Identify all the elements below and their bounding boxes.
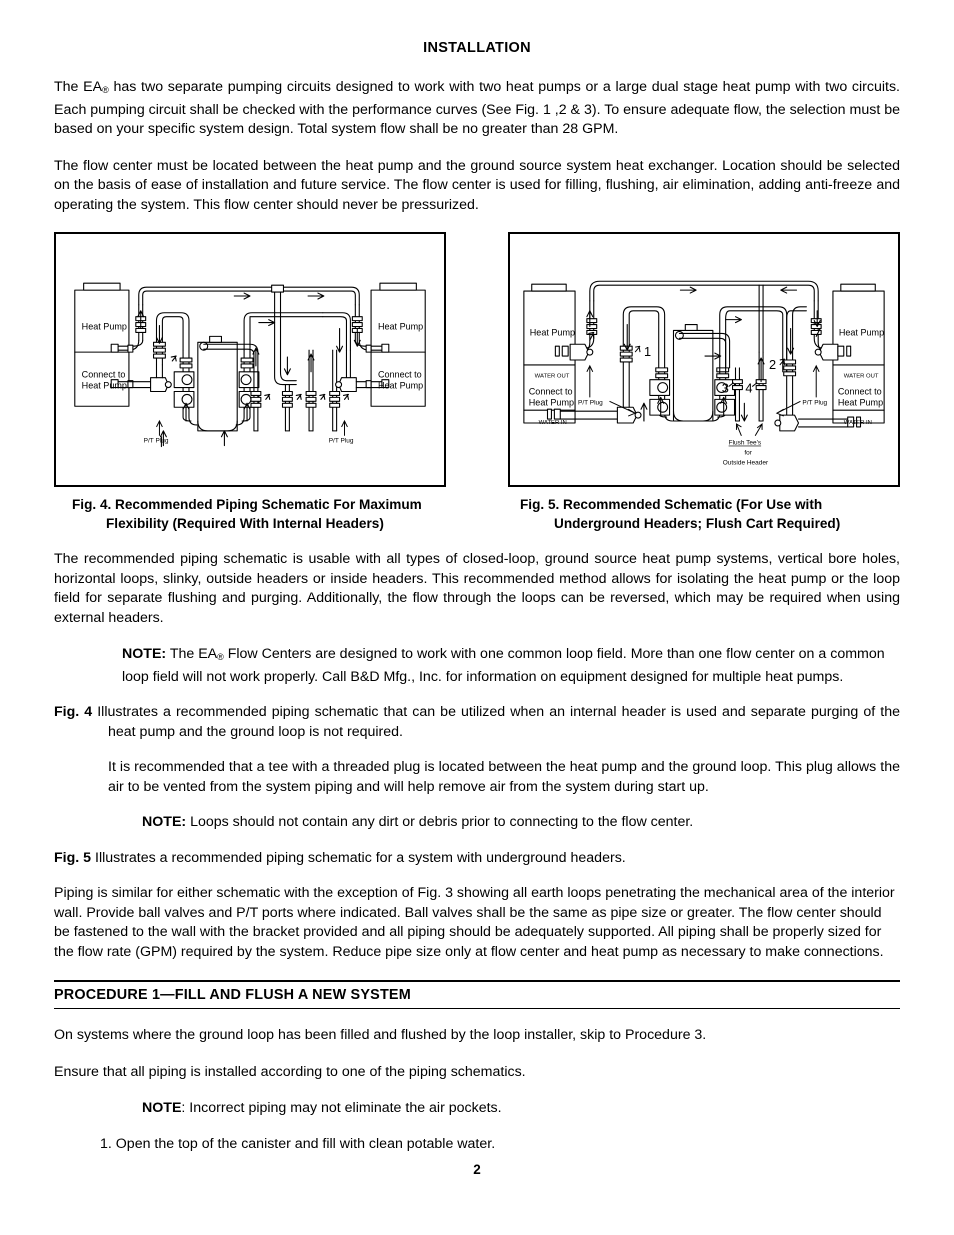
fig5-ref-lead: Fig. 5	[54, 849, 92, 866]
page-content	[54, 40, 900, 1168]
fig5-connect-left-label2: Heat Pump	[528, 397, 575, 408]
fig4-heat-pump-right-label: Heat Pump	[377, 321, 424, 332]
fig5-caption-text: Recommended Schematic (For Use with Underground Headers; Flush Cart Required)	[554, 497, 841, 531]
procedure-step-1: 1. Open the top of the canister and fill with clean potable water.	[100, 1135, 496, 1152]
procedure-piping-paragraph: Ensure that all piping is installed according to one of the piping schematics.	[54, 1063, 526, 1080]
fig5-valve-1-label: 1	[643, 344, 652, 360]
fig4-pt-plug-right-label: P/T Plug	[328, 437, 354, 445]
figure-4-box	[54, 232, 446, 487]
note-2-label: NOTE:	[142, 814, 187, 830]
intro-paragraph-1	[54, 78, 900, 140]
schematic-description-paragraph: The recommended piping schematic is usable with all types of closed-loop, ground source heat pump systems, vertical bore holes, horizontal loops, slinky, outside headers or inside headers. This recommended method allows for isolating the heat pump or the loop field for separate flushing and purging. Additionally, the flow through the loops can be reversed, which may be required when using external headers.	[54, 551, 900, 626]
registered-mark: ®	[102, 85, 109, 95]
figure-5-caption	[508, 496, 900, 533]
figures-row	[54, 232, 900, 487]
figure-captions-row	[54, 496, 900, 533]
fig4-description-paragraph	[54, 703, 900, 742]
fig5-water-in-right-label: WATER IN	[843, 419, 872, 426]
page-number: 2	[473, 1162, 481, 1177]
note-1	[54, 645, 900, 687]
fig5-valve-2-label: 2	[768, 356, 777, 372]
para1-part-a: The EA	[54, 79, 103, 95]
fig5-pt-plug-left-label: P/T Plug	[578, 399, 603, 407]
fig5-water-in-left-label: WATER IN	[538, 419, 567, 426]
fig4-ref-text: Illustrates a recommended piping schematic that can be utilized when an internal header is used and separate purging of the heat pump and the ground loop is not required.	[92, 704, 900, 740]
fig5-valve-3-label: 3	[721, 380, 729, 396]
note-1-registered-mark: ®	[217, 652, 224, 662]
fig4-pt-plug-left-label: P/T Plug	[143, 437, 169, 445]
fig5-description-paragraph	[54, 849, 900, 869]
para1-part-b: has two separate pumping circuits designed to work with two heat pumps or a large dual stage heat pump with two circuits. Each pumping circuit shall be checked with the performance curves (See Fig. 1 ,2 & 3). To ensure adequate flow, the selection must be based on your specific system design. Total system flow shall be no greater than 28 GPM.	[54, 79, 900, 137]
note-2-text: Loops should not contain any dirt or debris prior to connecting to the flow center.	[186, 814, 694, 830]
fig5-ref-text: Illustrates a recommended piping schematic for a system with underground headers.	[91, 849, 626, 866]
fig5-flush-tees-label: Flush Tee's	[728, 439, 762, 447]
figure-5-box	[508, 232, 900, 487]
fig4-heat-pump-left-label: Heat Pump	[81, 321, 127, 332]
procedure-1-heading: PROCEDURE 1—FILL AND FLUSH A NEW SYSTEM	[54, 987, 411, 1003]
note-2	[54, 813, 900, 833]
fig4-ref-lead: Fig. 4	[54, 704, 93, 720]
figure-5-schematic	[510, 234, 898, 485]
note-3-text: : Incorrect piping may not eliminate the air pockets.	[181, 1100, 502, 1116]
fig5-water-out-right-label: WATER OUT	[843, 373, 879, 380]
fig4-caption-text: Recommended Piping Schematic For Maximum Flexibility (Required With Internal Headers)	[106, 497, 422, 531]
figure-4-schematic	[56, 234, 444, 485]
fig4-tee-recommendation-paragraph: It is recommended that a tee with a threaded plug is located between the heat pump and the ground loop. This plug allows the air to be vented from the system piping and will help remove air from the system during start up.	[108, 759, 900, 795]
fig5-valve-4-label: 4	[745, 380, 753, 396]
note-1-label: NOTE:	[122, 646, 167, 662]
fig5-connect-right-label: Connect to	[837, 386, 882, 397]
fig5-heat-pump-left-label: Heat Pump	[529, 327, 576, 338]
fig4-connect-right-label2: Heat Pump	[377, 380, 424, 391]
fig5-outside-header-label: Outside Header	[722, 459, 769, 467]
fig4-caption-lead: Fig. 4.	[72, 497, 112, 512]
note-1-text-a: The EA	[166, 646, 218, 662]
section-rule-bottom	[54, 1008, 900, 1009]
fig5-connect-left-label: Connect to	[528, 386, 573, 397]
piping-similarity-paragraph: Piping is similar for either schematic with the exception of Fig. 3 showing all earth loops penetrating the mechanical area of the interior wall. Provide ball valves and P/T ports where indicated. Ball valves shall be the same as pipe size or greater. The flow center should be fastened to the wall with the bracket provided and all piping should be adequately supported. All piping shall be properly sized for the flow rate (GPM) required by the system. Reduce pipe size only at flow center and heat pump as necessary to make connections.	[54, 885, 895, 960]
fig5-flush-tees-for-label: for	[744, 449, 752, 457]
note-3-label: NOTE	[142, 1100, 182, 1116]
fig5-connect-right-label2: Heat Pump	[837, 397, 884, 408]
fig4-connect-left-label: Connect to	[81, 369, 126, 380]
page-title: INSTALLATION	[423, 40, 531, 56]
note-3	[54, 1099, 900, 1119]
fig5-heat-pump-right-label: Heat Pump	[838, 327, 885, 338]
fig5-caption-lead: Fig. 5.	[520, 497, 560, 512]
fig4-connect-right-label: Connect to	[377, 369, 422, 380]
fig4-connect-left-label2: Heat Pump	[81, 380, 127, 391]
figure-4-caption	[54, 496, 446, 533]
fig5-pt-plug-right-label: P/T Plug	[802, 399, 828, 407]
intro-paragraph-2: The flow center must be located between the heat pump and the ground source system heat exchanger. Location should be selected on the basis of ease of installation and future service. The flow center is used for filling, flushing, air elimination, adding anti-freeze and operating the system. This flow center should never be pressurized.	[54, 157, 900, 213]
note-1-text-b: Flow Centers are designed to work with one common loop field. More than one flow center on a common loop field will not work properly. Call B&D Mfg., Inc. for information on equipment designed for multiple heat pumps.	[122, 646, 885, 685]
fig5-water-out-left-label: WATER OUT	[534, 373, 570, 380]
procedure-intro-paragraph: On systems where the ground loop has been filled and flushed by the loop installer, skip to Procedure 3.	[54, 1027, 707, 1043]
